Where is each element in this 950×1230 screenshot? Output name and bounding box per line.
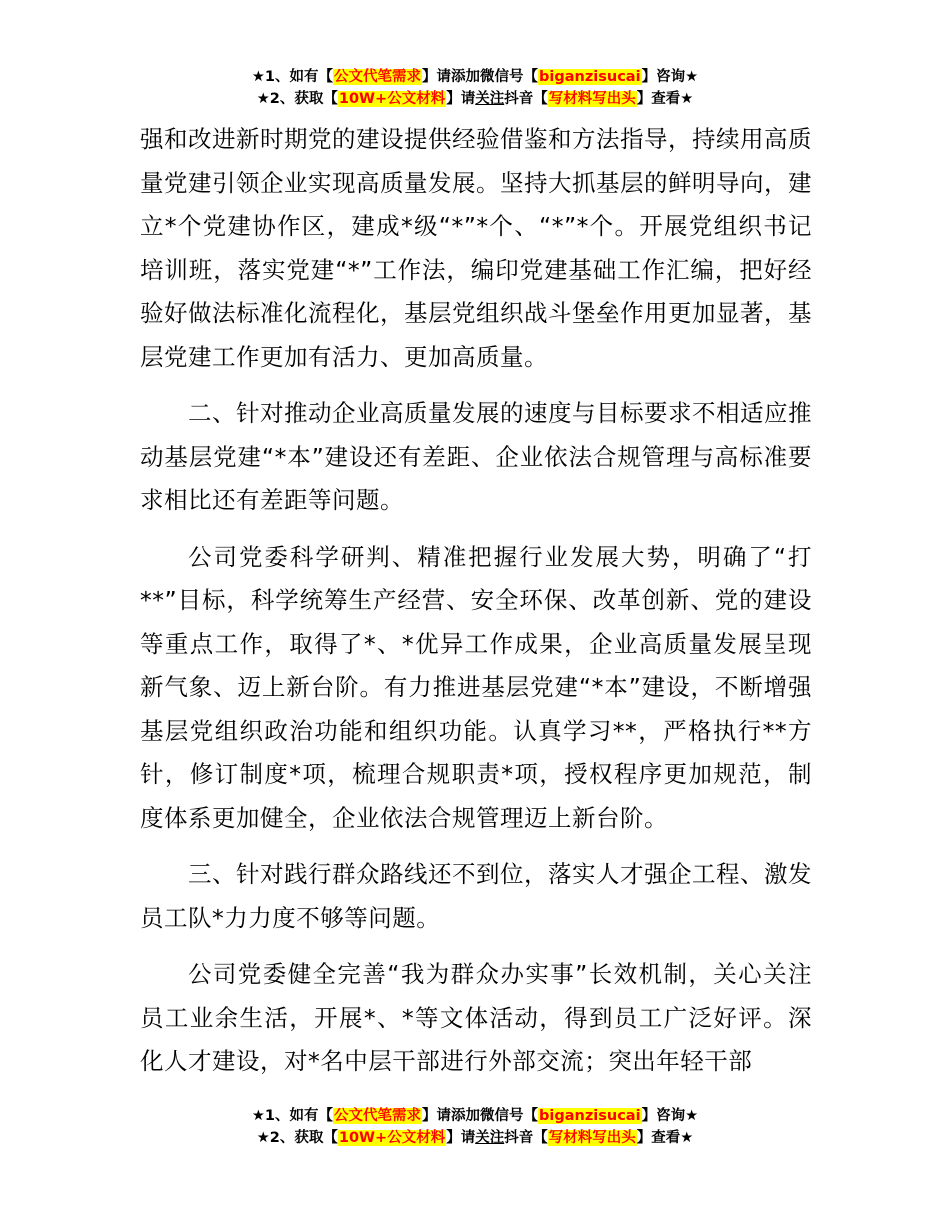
paragraph: 公司党委健全完善“我为群众办实事”长效机制，关心关注员工业余生活，开展*、*等文体活动，得到员工广泛好评。深化人才建设，对*名中层干部进行外部交流；突出年轻干部	[140, 960, 812, 1075]
banner-line-1	[0, 66, 950, 88]
banner-text: 】查看★	[636, 1130, 694, 1146]
banner-text: ★1、如有【	[251, 69, 334, 85]
section-heading-3: 三、针对践行群众路线还不到位，落实人才强企工程、激发员工队*力力度不够等问题。	[140, 860, 812, 932]
banner-underlined-text: 关注	[475, 1130, 505, 1146]
banner-underlined-text: 关注	[475, 91, 505, 107]
banner-highlight: 写材料写出头	[548, 1130, 636, 1146]
paragraph-continuation: 强和改进新时期党的建设提供经验借鉴和方法指导，持续用高质量党建引领企业实现高质量发展。坚持大抓基层的鲜明导向，建立*个党建协作区，建成*级“*”*个、“*”*个。开展党组织书记培训班，落实党建“*”工作法，编印党建基础工作汇编，把好经验好做法标准化流程化，基层党组织战斗堡垒作用更加显著，基层党建工作更加有活力、更加高质量。	[140, 125, 812, 371]
banner-text: 】请添加微信号【	[422, 69, 539, 85]
banner-text: 抖音【	[504, 1130, 548, 1146]
banner-text: 】请	[446, 1130, 476, 1146]
section-heading-2: 二、针对推动企业高质量发展的速度与目标要求不相适应推动基层党建“*本”建设还有差距、企业依法合规管理与高标准要求相比还有差距等问题。	[140, 399, 812, 514]
banner-text: 】请添加微信号【	[422, 1108, 539, 1124]
banner-text: 】咨询★	[641, 69, 699, 85]
header-banner	[0, 66, 950, 110]
banner-line-1	[0, 1105, 950, 1127]
banner-line-2	[0, 88, 950, 110]
banner-highlight: 公文代笔需求	[334, 1108, 422, 1124]
banner-highlight: 10W+公文材料	[338, 91, 446, 107]
banner-text: 】查看★	[636, 91, 694, 107]
banner-text: ★2、获取【	[256, 91, 338, 107]
document-body	[140, 118, 812, 1097]
banner-highlight: 10W+公文材料	[338, 1130, 446, 1146]
banner-line-2	[0, 1127, 950, 1149]
banner-highlight: biganzisucai	[539, 69, 641, 85]
paragraph: 公司党委科学研判、精准把握行业发展大势，明确了“打**”目标，科学统筹生产经营、安全环保、改革创新、党的建设等重点工作，取得了*、*优异工作成果，企业高质量发展呈现新气象、迈上新台阶。有力推进基层党建“*本”建设，不断增强基层党组织政治功能和组织功能。认真学习**，严格执行**方针，修订制度*项，梳理合规职责*项，授权程序更加规范，制度体系更加健全，企业依法合规管理迈上新台阶。	[140, 542, 812, 832]
footer-banner	[0, 1105, 950, 1149]
banner-text: ★2、获取【	[256, 1130, 338, 1146]
banner-text: ★1、如有【	[251, 1108, 334, 1124]
banner-text: 抖音【	[504, 91, 548, 107]
banner-text: 】请	[446, 91, 476, 107]
banner-highlight: 公文代笔需求	[334, 69, 422, 85]
banner-highlight: biganzisucai	[539, 1108, 641, 1124]
banner-highlight: 写材料写出头	[548, 91, 636, 107]
banner-text: 】咨询★	[641, 1108, 699, 1124]
